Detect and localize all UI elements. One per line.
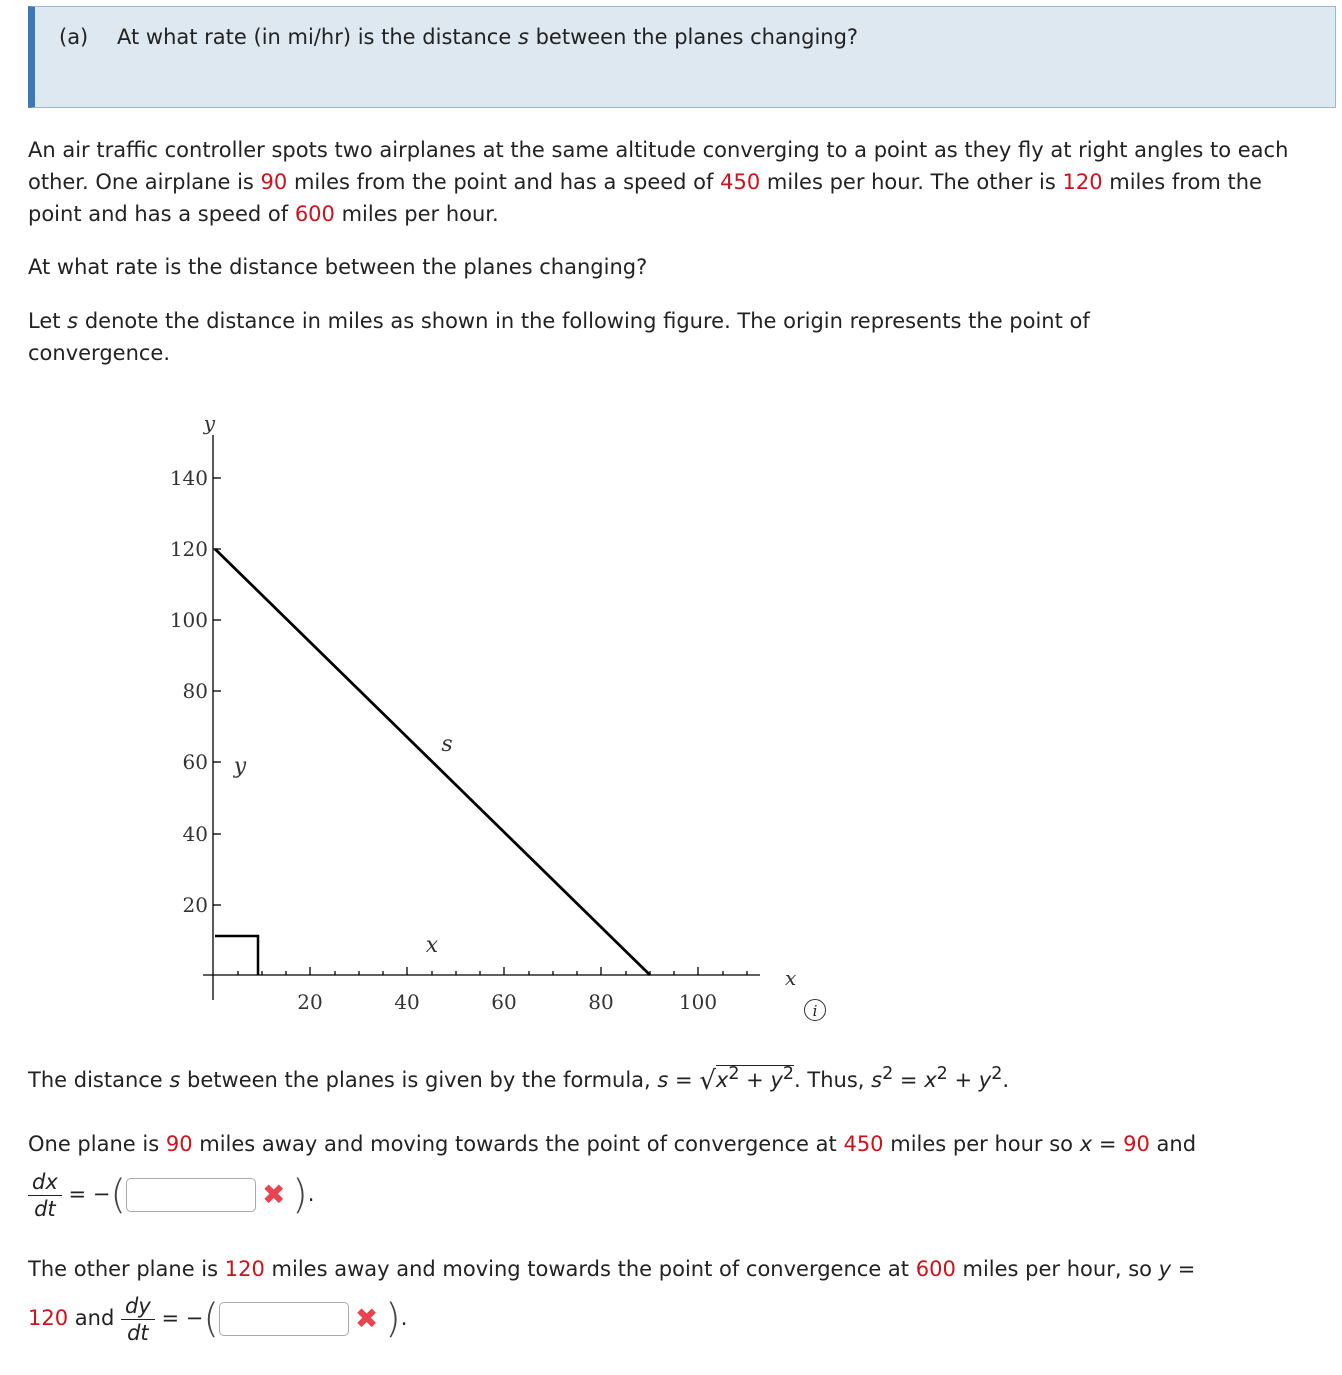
right-angle-marker — [215, 936, 258, 975]
x-tick-label: 60 — [491, 990, 517, 1014]
distance-formula: The distance s between the planes is given by the formula, $s = √x^2 + y^2$. Thus, $s^2 = x^2 + y^2$. — [28, 1058, 1009, 1097]
problem-statement: An air traffic controller spots two airplanes at the same altitude converging to a point as they fly at right angles to each other. One airplane is 90 miles from the point and has a speed of 450 miles per hour. The other is 120 miles from the point and has a speed of 600 miles per hour. — [28, 138, 1289, 226]
y-leg-label: y — [233, 754, 247, 779]
dx-dt-answer-input[interactable] — [126, 1178, 256, 1212]
let-statement: Let s denote the distance in miles as shown in the following figure. The origin represents the point of convergence. — [28, 309, 1090, 365]
plane2-derivative: 120 and $\frac{dy}{dt}$ = −( ✖ ). — [28, 1288, 407, 1349]
info-icon[interactable]: i — [804, 999, 826, 1021]
plane1-statement: One plane is 90 miles away and moving towards the point of convergence at 450 miles per hour so x = 90 and — [28, 1132, 1197, 1156]
dy-dt-answer-input[interactable] — [219, 1302, 349, 1336]
x-axis-label: x — [785, 966, 797, 990]
part-a-header — [28, 6, 1336, 108]
y-tick-label: 20 — [182, 893, 208, 917]
plane1-derivative: $\frac{dx}{dt}$ = −( ✖ ). — [28, 1164, 314, 1225]
incorrect-x-icon: ✖ — [261, 1178, 286, 1211]
dx-dt-fraction: $\frac{dx}{dt}$ — [28, 1169, 62, 1222]
y-tick-label: 100 — [169, 608, 208, 632]
part-question: At what rate (in mi/hr) is the distance s between the planes changing? — [117, 25, 859, 49]
x-tick-label: 20 — [297, 990, 323, 1014]
y-tick-label: 40 — [182, 822, 208, 846]
x-tick-label: 80 — [588, 990, 614, 1014]
square-root: $√x^2 + y^2$ — [699, 1064, 795, 1096]
y-tick-label: 80 — [182, 679, 208, 703]
dy-dt-fraction: $\frac{dy}{dt}$ — [121, 1293, 155, 1346]
s-label: s — [441, 732, 453, 757]
problem-question: At what rate is the distance between the planes changing? — [28, 255, 648, 279]
incorrect-x-icon: ✖ — [354, 1302, 379, 1335]
y-axis-label: y — [203, 411, 215, 435]
hypotenuse-line — [215, 549, 650, 975]
y-tick-label: 120 — [169, 537, 208, 561]
y-tick-label: 140 — [169, 466, 208, 490]
y-tick-label: 60 — [182, 750, 208, 774]
convergence-figure — [140, 395, 820, 1015]
part-label: (a) — [59, 25, 89, 49]
plane2-statement: The other plane is 120 miles away and moving towards the point of convergence at 600 miles per hour, so y = — [28, 1257, 1196, 1281]
x-tick-label: 100 — [678, 990, 718, 1014]
x-leg-label: x — [425, 933, 439, 958]
x-tick-label: 40 — [394, 990, 420, 1014]
